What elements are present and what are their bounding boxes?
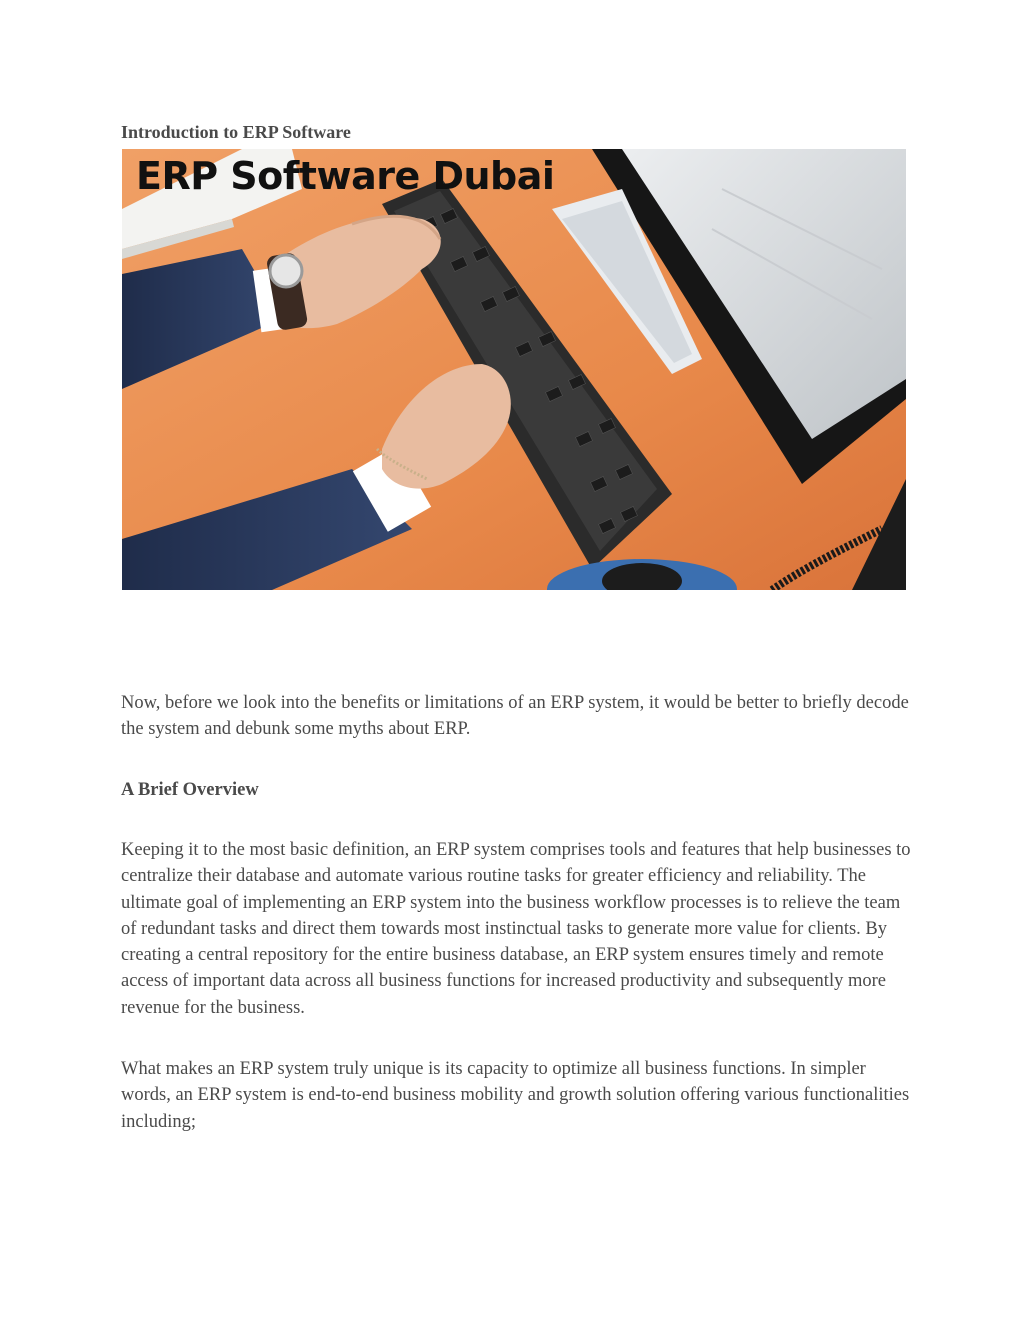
overview-heading: A Brief Overview (121, 780, 259, 800)
photo-hands-typing-keyboard-icon (122, 149, 906, 590)
intro-heading: Introduction to ERP Software (121, 122, 351, 142)
hero-image (122, 149, 906, 590)
hero-overlay-title: ERP Software Dubai (136, 154, 555, 198)
paragraph-intro: Now, before we look into the benefits or limitations of an ERP system, it would be better to briefly decode the system and debunk some myths about ERP. (121, 693, 909, 740)
paragraph-overview: Keeping it to the most basic definition, an ERP system comprises tools and features that help businesses to centralize their database and automate various routine tasks for greater efficiency and reliability. The ultimate goal of implementing an ERP system into the business workflow processes is to relieve the team of redundant tasks and direct them towards most instinctual tasks to generate more value for clients. By creating a central repository for the entire business database, an ERP system ensures timely and remote access of important data across all business functions for increased productivity and subsequently more revenue for the business. (121, 840, 911, 1018)
paragraph-functionalities: What makes an ERP system truly unique is its capacity to optimize all business functions. In simpler words, an ERP system is end-to-end business mobility and growth solution offering various functionalities including; (121, 1059, 910, 1132)
